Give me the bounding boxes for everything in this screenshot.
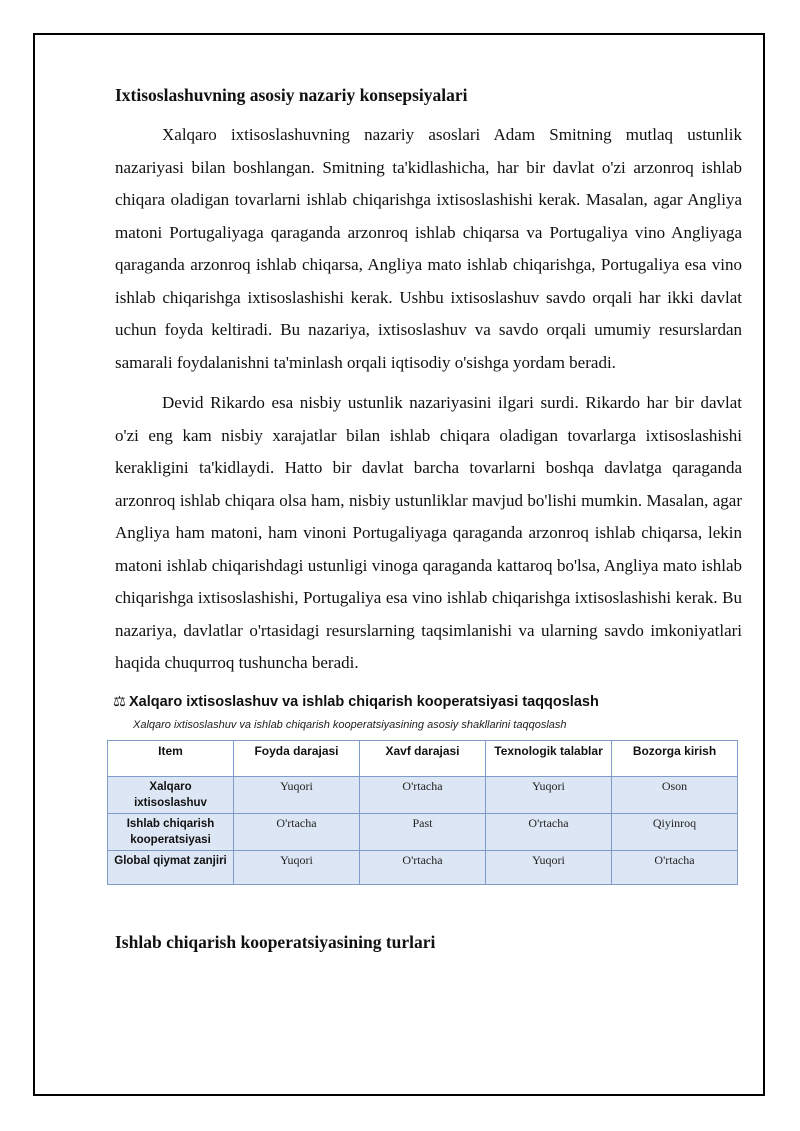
table-cell: Yuqori [234,850,360,884]
section-heading: Ixtisoslashuvning asosiy nazariy konsepsiyalari [115,85,468,105]
table-header-row [108,740,738,776]
table-title [113,692,742,712]
table-row [108,776,738,813]
section-heading: Ishlab chiqarish kooperatsiyasining turlari [115,931,436,952]
table-cell: Oson [612,776,738,813]
comparison-table [107,740,738,885]
table-cell: Yuqori [486,850,612,884]
table-title-text: Xalqaro ixtisoslashuv va ishlab chiqarish kooperatsiyasi taqqoslash [129,693,599,710]
table-cell: Yuqori [234,776,360,813]
table-cell: O'rtacha [360,776,486,813]
column-header: Xavf darajasi [360,740,486,776]
table-cell: O'rtacha [486,813,612,850]
column-header: Texnologik talablar [486,740,612,776]
table-row [108,850,738,884]
row-header: Global qiymat zanjiri [108,850,234,884]
document-body [115,84,742,953]
table-cell: O'rtacha [234,813,360,850]
paragraph: Xalqaro ixtisoslashuvning nazariy asoslari Adam Smitning mutlaq ustunlik nazariyasi bilan boshlangan. Smitning ta'kidlashicha, har bir davlat o'zi arzonroq ishlab chiqara oladigan tovarlarni ishlab chiqarishga ixtisoslashishi kerak. Masalan, agar Angliya matoni Portugaliyaga qaraganda arzonroq ishlab chiqarsa va Portugaliya vino Angliyaga qaraganda arzonroq ishlab chiqarsa, Angliya mato ishlab chiqarishga, Portugaliya esa vino ishlab chiqarishga ixtisoslashishi kerak. Ushbu ixtisoslashuv savdo orqali har ikki davlat uchun foyda keltiradi. Bu nazariya, ixtisoslashuv va savdo orqali umumiy resurslardan samarali foydalanishni ta'minlash orqali iqtisodiy o'sishga yordam beradi. [115,125,742,372]
table-cell: O'rtacha [360,850,486,884]
column-header: Foyda darajasi [234,740,360,776]
table-cell: O'rtacha [612,850,738,884]
column-header: Item [108,740,234,776]
column-header: Bozorga kirish [612,740,738,776]
scale-icon: ⚖ [113,693,126,710]
paragraph: Devid Rikardo esa nisbiy ustunlik nazariyasini ilgari surdi. Rikardo har bir davlat o'zi eng kam nisbiy xarajatlar bilan ishlab chiqara oladigan tovarlarga ixtisoslashishi kerakligini ta'kidlaydi. Hatto bir davlat barcha tovarlarni boshqa davlatga qaraganda arzonroq ishlab chiqara olsa ham, nisbiy ustunliklar mavjud bo'lishi mumkin. Masalan, agar Angliya ham matoni, ham vinoni Portugaliyaga qaraganda arzonroq ishlab chiqarsa, lekin matoni ishlab chiqarishdagi ustunligi vinoga qaraganda kattaroq bo'lsa, Angliya mato ishlab chiqarishga ixtisoslashishi, Portugaliya esa vino ishlab chiqarishga ixtisoslashishi kerak. Bu nazariya, davlatlar o'rtasidagi resurslarning taqsimlanishi va ularning savdo imkoniyatlari haqida chuqurroq tushuncha beradi. [115,393,742,672]
table-cell: Yuqori [486,776,612,813]
row-header: Ishlab chiqarish kooperatsiyasi [108,813,234,850]
table-caption: Xalqaro ixtisoslashuv va ishlab chiqarish kooperatsiyasining asosiy shakllarini taqqoslash [133,718,567,731]
row-header: Xalqaro ixtisoslashuv [108,776,234,813]
table-row [108,813,738,850]
table-cell: Qiyinroq [612,813,738,850]
table-cell: Past [360,813,486,850]
